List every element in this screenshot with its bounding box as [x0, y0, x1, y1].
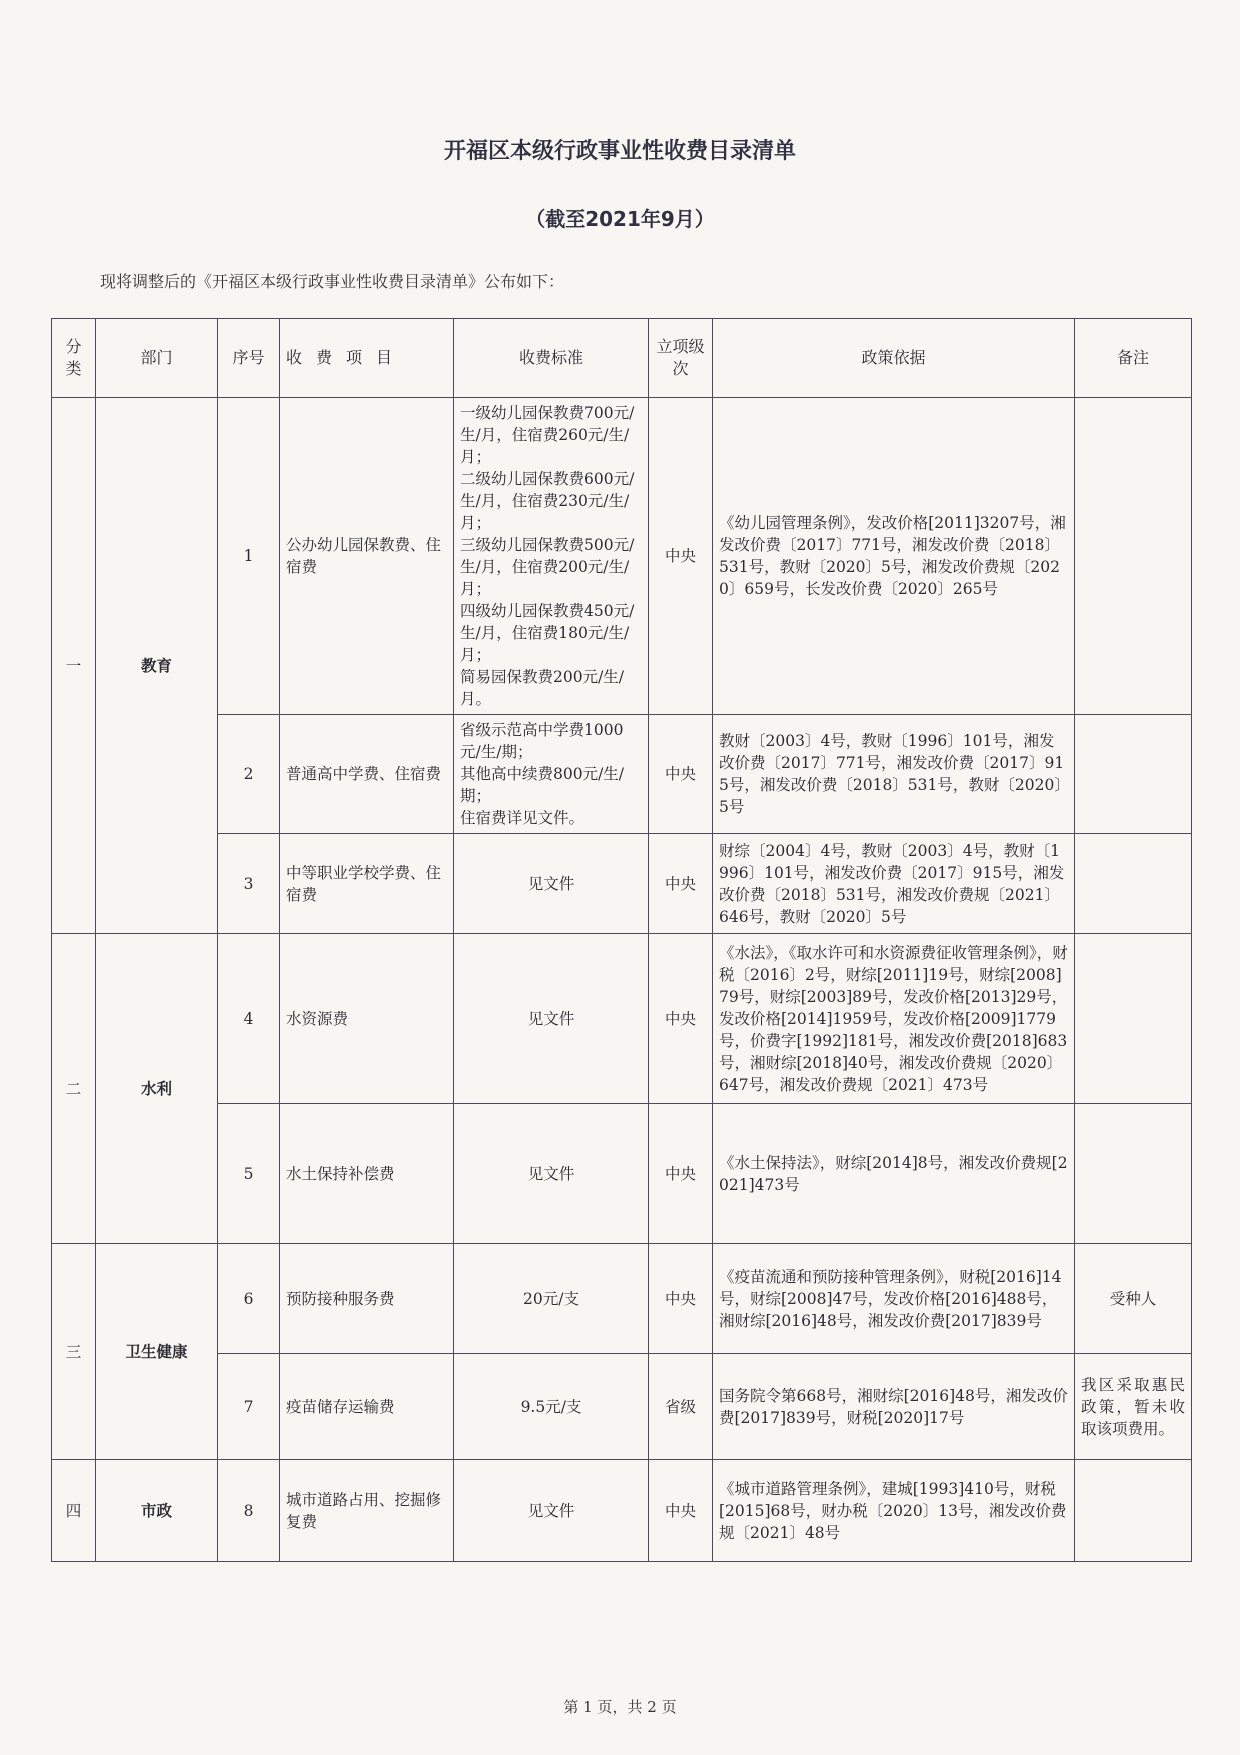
standard-cell: 见文件: [454, 834, 649, 934]
page-footer: 第 1 页，共 2 页: [563, 1698, 677, 1716]
table-row: [52, 934, 1192, 1104]
table-row: [52, 1104, 1192, 1244]
level-cell: 省级: [649, 1354, 713, 1460]
remark-cell: [1075, 1460, 1192, 1562]
category-cell: 一: [52, 398, 96, 934]
remark-cell: [1075, 934, 1192, 1104]
remark-cell: [1075, 398, 1192, 715]
seq-cell: 1: [218, 398, 280, 715]
table-row: [52, 715, 1192, 834]
level-cell: 中央: [649, 834, 713, 934]
document-subtitle: （截至2021年9月）: [525, 207, 715, 231]
header-remark: 备注: [1075, 319, 1192, 398]
standard-cell: 见文件: [454, 1460, 649, 1562]
standard-cell: 一级幼儿园保教费700元/生/月，住宿费260元/生/月； 二级幼儿园保教费600元/生/月，住宿费230元/生/月； 三级幼儿园保教费500元/生/月，住宿费200元/生/月； 四级幼儿园保教费450元/生/月，住宿费180元/生/月； 简易园保教费200元/生/月。: [454, 398, 649, 715]
category-cell: 二: [52, 934, 96, 1244]
department-cell: 水利: [96, 934, 218, 1244]
table-row: [52, 1244, 1192, 1354]
header-seq: 序号: [218, 319, 280, 398]
fee-catalog-table: [51, 318, 1192, 1562]
header-category: 分类: [52, 319, 96, 398]
header-level: 立项级次: [649, 319, 713, 398]
item-cell: 水土保持补偿费: [280, 1104, 454, 1244]
department-cell: 市政: [96, 1460, 218, 1562]
policy-cell: 《水土保持法》，财综[2014]8号，湘发改价费规[2021]473号: [713, 1104, 1075, 1244]
header-standard: 收费标准: [454, 319, 649, 398]
policy-cell: 教财〔2003〕4号，教财〔1996〕101号，湘发改价费〔2017〕771号，湘发改价费〔2017〕915号，湘发改价费〔2018〕531号，教财〔2020〕5号: [713, 715, 1075, 834]
table-header-row: [52, 319, 1192, 398]
table-row: [52, 1460, 1192, 1562]
table-row: [52, 1354, 1192, 1460]
item-cell: 城市道路占用、挖掘修复费: [280, 1460, 454, 1562]
standard-cell: 9.5元/支: [454, 1354, 649, 1460]
level-cell: 中央: [649, 1104, 713, 1244]
level-cell: 中央: [649, 934, 713, 1104]
policy-cell: 财综〔2004〕4号，教财〔2003〕4号，教财〔1996〕101号，湘发改价费〔2017〕915号，湘发改价费〔2018〕531号，湘发改价费规〔2021〕646号，教财〔2020〕5号: [713, 834, 1075, 934]
table-row: [52, 398, 1192, 715]
seq-cell: 2: [218, 715, 280, 834]
remark-cell: [1075, 1104, 1192, 1244]
item-cell: 普通高中学费、住宿费: [280, 715, 454, 834]
level-cell: 中央: [649, 398, 713, 715]
seq-cell: 3: [218, 834, 280, 934]
standard-cell: 20元/支: [454, 1244, 649, 1354]
seq-cell: 5: [218, 1104, 280, 1244]
seq-cell: 6: [218, 1244, 280, 1354]
seq-cell: 7: [218, 1354, 280, 1460]
remark-cell: [1075, 715, 1192, 834]
item-cell: 疫苗储存运输费: [280, 1354, 454, 1460]
department-cell: 教育: [96, 398, 218, 934]
intro-paragraph: 现将调整后的《开福区本级行政事业性收费目录清单》公布如下：: [100, 272, 565, 291]
remark-cell: 我区采取惠民政策，暂未收取该项费用。: [1075, 1354, 1192, 1460]
policy-cell: 《水法》，《取水许可和水资源费征收管理条例》，财税〔2016〕2号，财综[2011]19号，财综[2008]79号，财综[2003]89号，发改价格[2013]29号，发改价格[2014]1959号，发改价格[2009]1779号，价费字[1992]181号，湘发改价费[2018]683号，湘财综[2018]40号，湘发改价费规〔2020〕647号，湘发改价费规〔2021〕473号: [713, 934, 1075, 1104]
table-row: [52, 834, 1192, 934]
header-department: 部门: [96, 319, 218, 398]
item-cell: 预防接种服务费: [280, 1244, 454, 1354]
item-cell: 水资源费: [280, 934, 454, 1104]
level-cell: 中央: [649, 715, 713, 834]
level-cell: 中央: [649, 1460, 713, 1562]
standard-cell: 省级示范高中学费1000元/生/期； 其他高中续费800元/生/期； 住宿费详见文件。: [454, 715, 649, 834]
item-cell: 中等职业学校学费、住宿费: [280, 834, 454, 934]
remark-cell: 受种人: [1075, 1244, 1192, 1354]
department-cell: 卫生健康: [96, 1244, 218, 1460]
policy-cell: 《疫苗流通和预防接种管理条例》，财税[2016]14号，财综[2008]47号，发改价格[2016]488号，湘财综[2016]48号，湘发改价费[2017]839号: [713, 1244, 1075, 1354]
seq-cell: 8: [218, 1460, 280, 1562]
remark-cell: [1075, 834, 1192, 934]
category-cell: 四: [52, 1460, 96, 1562]
standard-cell: 见文件: [454, 934, 649, 1104]
standard-cell: 见文件: [454, 1104, 649, 1244]
policy-cell: 《城市道路管理条例》，建城[1993]410号，财税[2015]68号，财办税〔2020〕13号，湘发改价费规〔2021〕48号: [713, 1460, 1075, 1562]
level-cell: 中央: [649, 1244, 713, 1354]
header-policy: 政策依据: [713, 319, 1075, 398]
header-item: 收费项目: [280, 319, 454, 398]
document-title: 开福区本级行政事业性收费目录清单: [443, 139, 796, 164]
seq-cell: 4: [218, 934, 280, 1104]
category-cell: 三: [52, 1244, 96, 1460]
policy-cell: 《幼儿园管理条例》，发改价格[2011]3207号，湘发改价费〔2017〕771号，湘发改价费〔2018〕531号，教财〔2020〕5号，湘发改价费规〔2020〕659号，长发改价费〔2020〕265号: [713, 398, 1075, 715]
policy-cell: 国务院令第668号，湘财综[2016]48号，湘发改价费[2017]839号，财税[2020]17号: [713, 1354, 1075, 1460]
item-cell: 公办幼儿园保教费、住宿费: [280, 398, 454, 715]
